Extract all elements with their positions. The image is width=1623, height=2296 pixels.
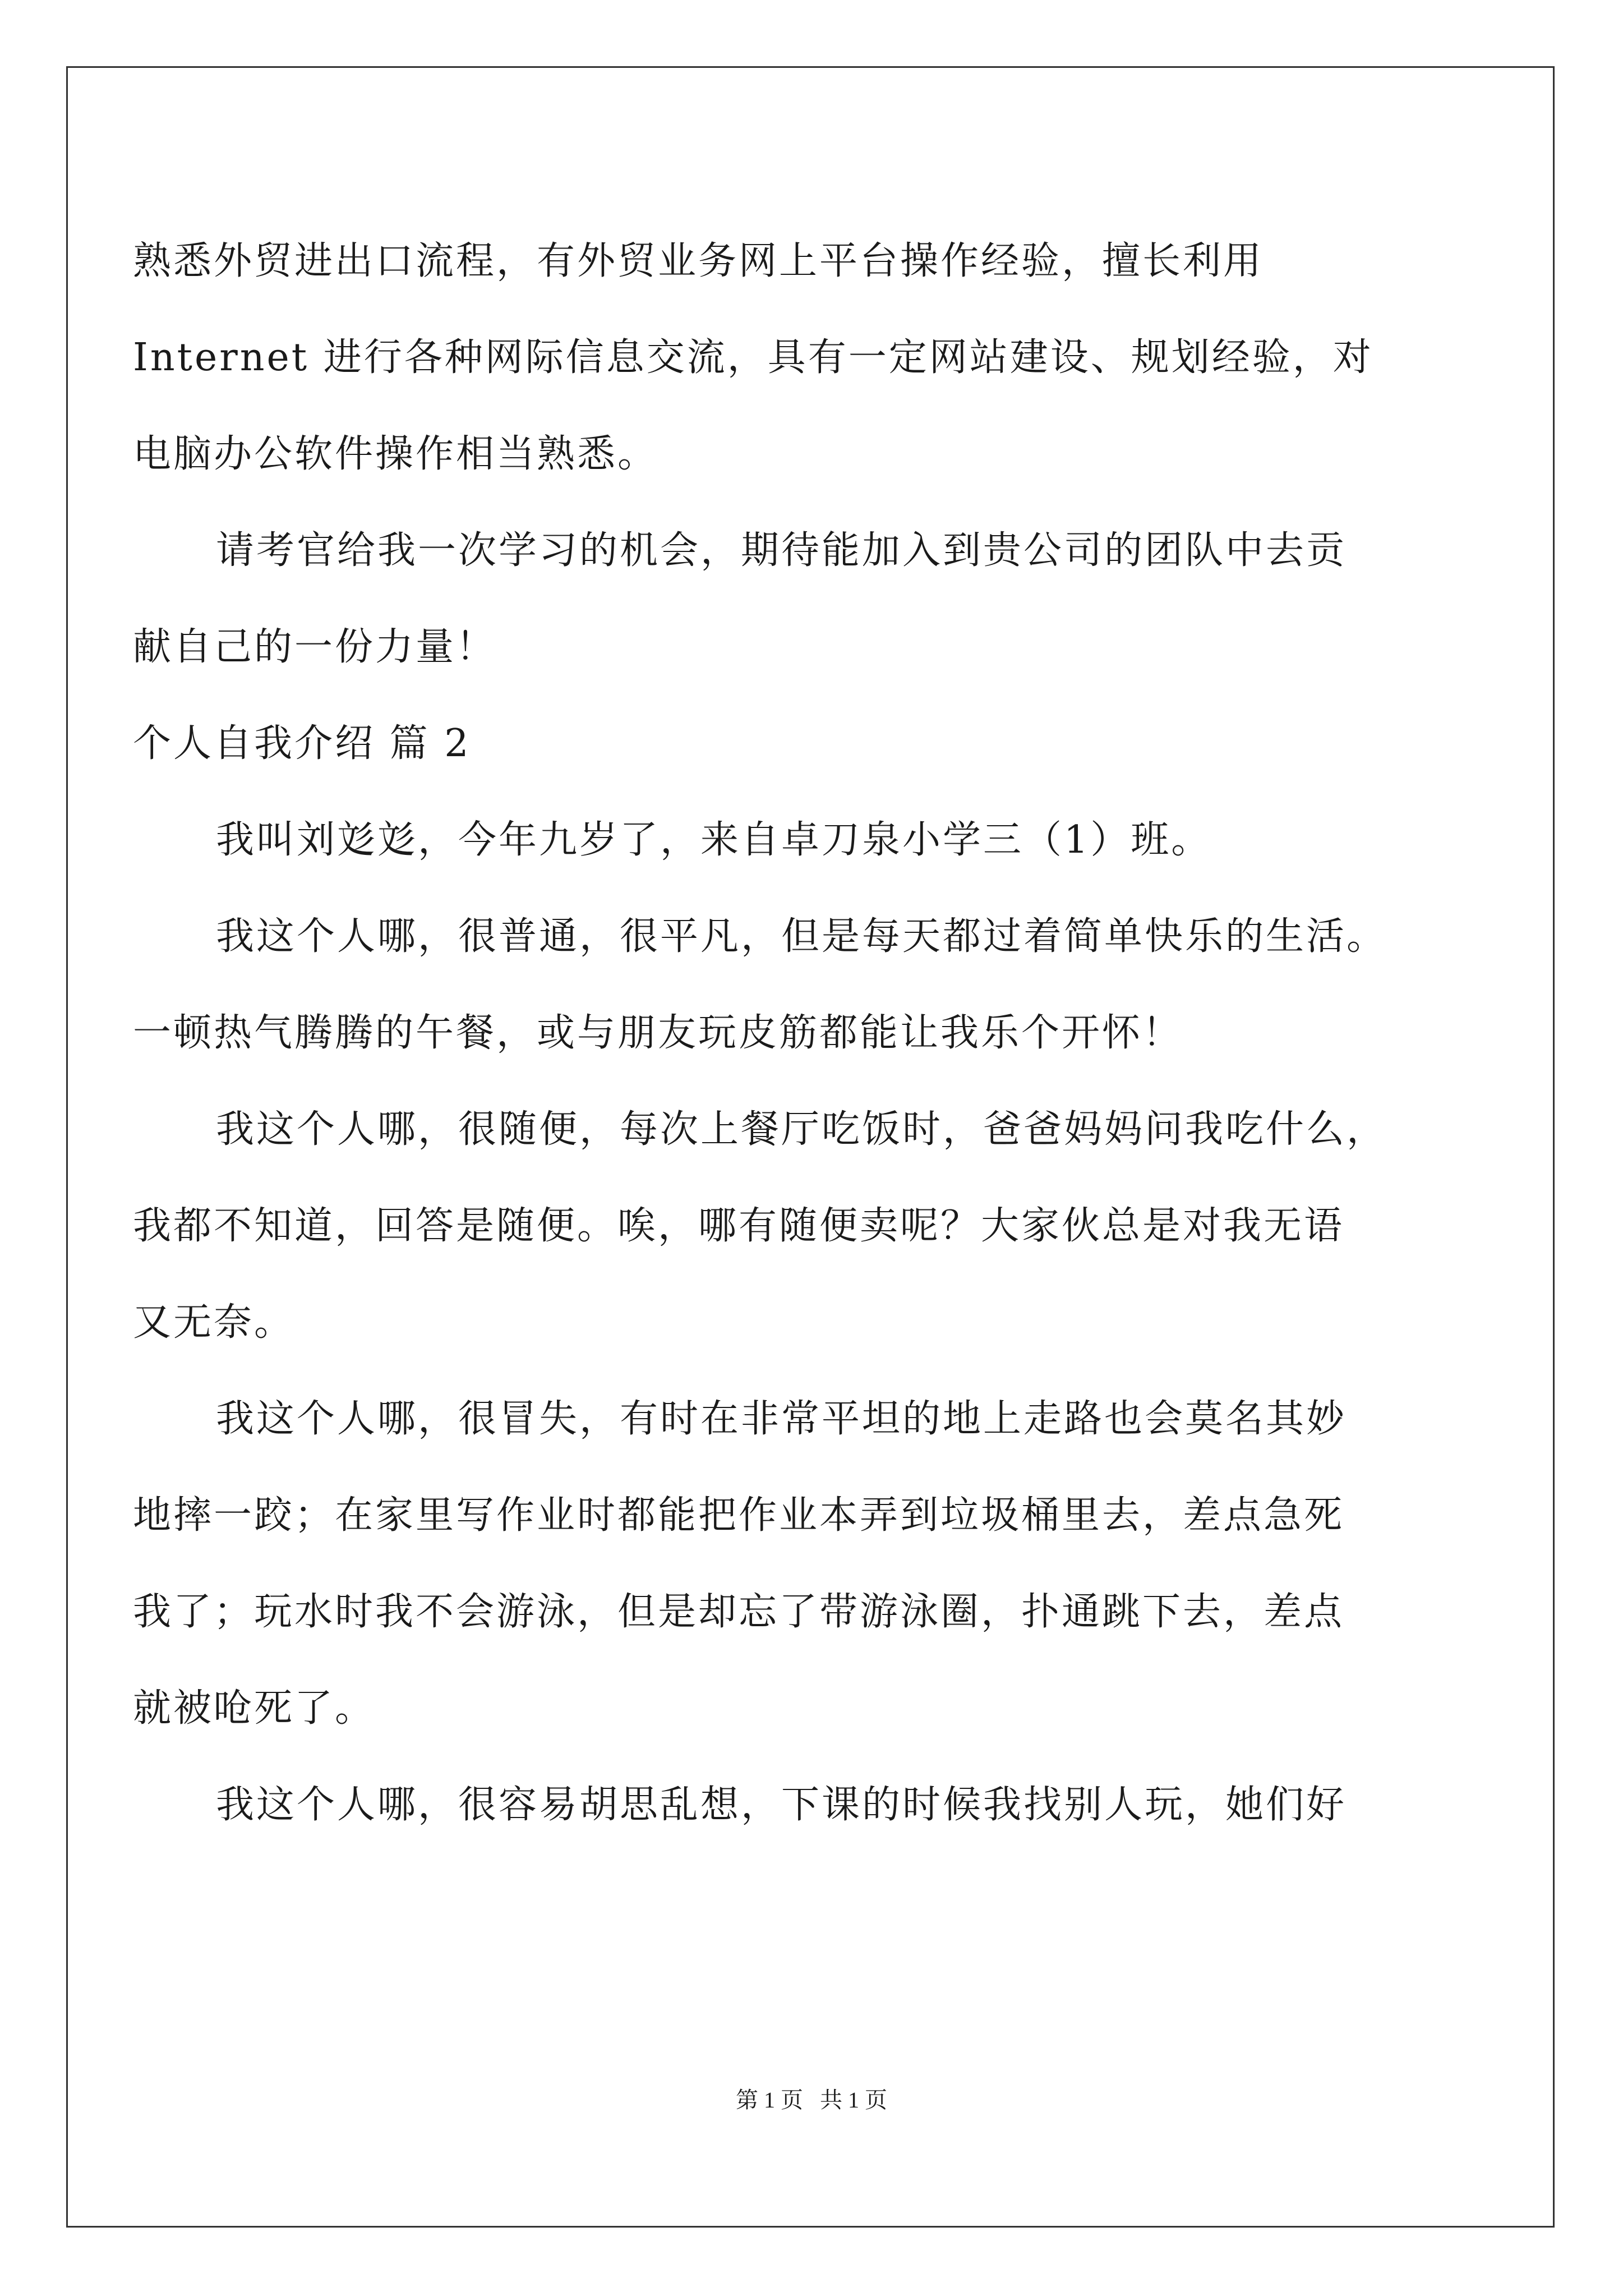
text-line: 又无奈。 xyxy=(133,1300,295,1345)
text-line: 请考官给我一次学习的机会，期待能加入到贵公司的团队中去贡 xyxy=(216,528,1347,573)
text-line: 我这个人哪，很冒失，有时在非常平坦的地上走路也会莫名其妙 xyxy=(216,1397,1347,1441)
text-line: 地摔一跤；在家里写作业时都能把作业本弄到垃圾桶里去，差点急死 xyxy=(133,1493,1345,1538)
text-line: 一顿热气腾腾的午餐，或与朋友玩皮筋都能让我乐个开怀！ xyxy=(133,1011,1183,1055)
page-number-footer: 第 1 页 共 1 页 xyxy=(736,2087,887,2113)
text-line: 我都不知道，回答是随便。唉，哪有随便卖呢？大家伙总是对我无语 xyxy=(133,1204,1345,1248)
text-line: 熟悉外贸进出口流程，有外贸业务网上平台操作经验，擅长利用 xyxy=(133,239,1264,283)
text-line: 我这个人哪，很普通，很平凡，但是每天都过着简单快乐的生活。 xyxy=(216,914,1387,959)
document-body xyxy=(133,213,1423,1853)
text-line: 我了；玩水时我不会游泳，但是却忘了带游泳圈，扑通跳下去，差点 xyxy=(133,1590,1345,1634)
text-line: 我这个人哪，很随便，每次上餐厅吃饭时，爸爸妈妈问我吃什么， xyxy=(216,1107,1387,1152)
text-line: Internet 进行各种网际信息交流，具有一定网站建设、规划经验，对 xyxy=(133,335,1373,380)
text-line: 就被呛死了。 xyxy=(133,1686,376,1731)
text-line: 我叫刘彣彣，今年九岁了，来自卓刀泉小学三（1）班。 xyxy=(216,818,1212,862)
section-heading: 个人自我介绍 篇 2 xyxy=(133,721,471,766)
text-line: 我这个人哪，很容易胡思乱想，下课的时候我找别人玩，她们好 xyxy=(216,1783,1347,1827)
text-line: 献自己的一份力量！ xyxy=(133,625,497,669)
text-line: 电脑办公软件操作相当熟悉。 xyxy=(133,432,658,476)
